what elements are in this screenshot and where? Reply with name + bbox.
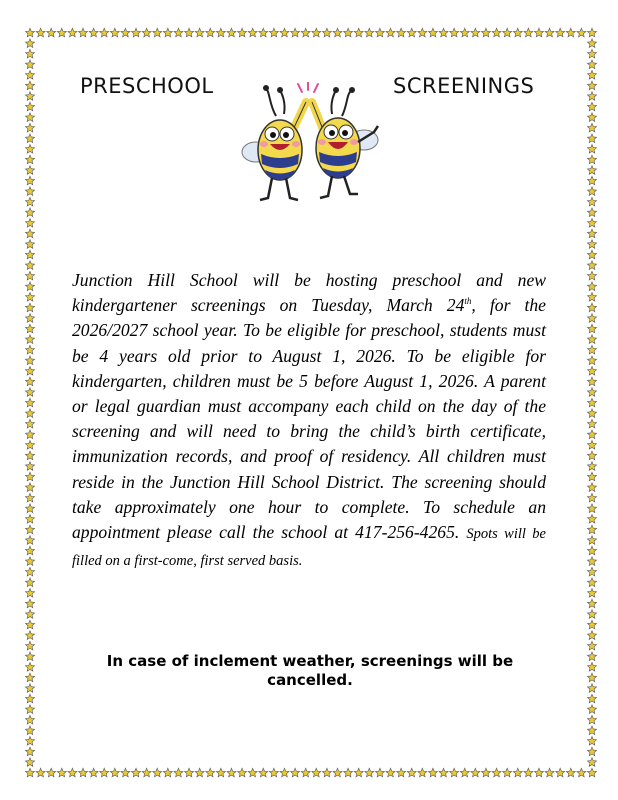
border-star-icon — [25, 335, 34, 344]
border-star-icon — [333, 28, 342, 37]
border-star-icon — [344, 28, 353, 37]
border-star-icon — [587, 250, 596, 259]
border-star-icon — [25, 155, 34, 164]
border-star-icon — [587, 134, 596, 143]
border-star-icon — [206, 768, 215, 777]
border-star-icon — [587, 176, 596, 185]
border-star-icon — [513, 28, 522, 37]
border-star-icon — [566, 768, 575, 777]
border-star-icon — [587, 462, 596, 471]
first-come-note: Spots will be filled on a first-come, first served basis. — [72, 526, 546, 570]
border-star-icon — [354, 28, 363, 37]
border-star-icon — [25, 229, 34, 238]
border-star-icon — [587, 493, 596, 502]
border-star-icon — [36, 768, 45, 777]
border-star-icon — [25, 314, 34, 323]
border-star-icon — [492, 28, 501, 37]
border-star-icon — [587, 39, 596, 48]
border-star-icon — [259, 28, 268, 37]
border-star-icon — [587, 610, 596, 619]
border-star-icon — [397, 768, 406, 777]
border-star-icon — [153, 28, 162, 37]
border-star-icon — [142, 28, 151, 37]
border-star-icon — [439, 28, 448, 37]
border-star-icon — [428, 768, 437, 777]
border-star-icon — [25, 673, 34, 682]
border-star-icon — [25, 197, 34, 206]
border-star-icon — [25, 134, 34, 143]
border-star-icon — [534, 28, 543, 37]
border-star-icon — [25, 736, 34, 745]
border-star-icon — [587, 28, 596, 37]
border-star-icon — [587, 705, 596, 714]
border-star-icon — [471, 28, 480, 37]
border-star-icon — [545, 768, 554, 777]
border-star-icon — [269, 28, 278, 37]
border-star-icon — [25, 303, 34, 312]
border-star-icon — [25, 472, 34, 481]
border-star-icon — [25, 641, 34, 650]
border-star-icon — [206, 28, 215, 37]
border-star-icon — [577, 768, 586, 777]
border-star-icon — [36, 28, 45, 37]
border-star-icon — [25, 662, 34, 671]
border-star-icon — [587, 70, 596, 79]
border-star-icon — [25, 684, 34, 693]
border-star-icon — [25, 430, 34, 439]
border-star-icon — [238, 28, 247, 37]
border-star-icon — [587, 409, 596, 418]
border-star-icon — [587, 187, 596, 196]
border-star-icon — [587, 377, 596, 386]
border-star-icon — [25, 187, 34, 196]
border-star-icon — [25, 546, 34, 555]
border-star-icon — [418, 28, 427, 37]
border-star-icon — [25, 451, 34, 460]
border-star-icon — [365, 28, 374, 37]
border-star-icon — [587, 303, 596, 312]
border-star-icon — [25, 377, 34, 386]
border-star-icon — [587, 292, 596, 301]
border-star-icon — [587, 747, 596, 756]
border-star-icon — [587, 335, 596, 344]
border-star-icon — [25, 60, 34, 69]
border-star-icon — [163, 768, 172, 777]
border-star-icon — [25, 620, 34, 629]
border-star-icon — [25, 218, 34, 227]
border-star-icon — [587, 282, 596, 291]
border-star-icon — [248, 768, 257, 777]
border-star-icon — [110, 28, 119, 37]
border-star-icon — [25, 39, 34, 48]
border-star-icon — [460, 28, 469, 37]
border-star-icon — [25, 28, 34, 37]
border-star-icon — [25, 567, 34, 576]
border-star-icon — [587, 652, 596, 661]
border-star-icon — [587, 81, 596, 90]
border-star-icon — [407, 28, 416, 37]
border-star-icon — [587, 736, 596, 745]
border-star-icon — [471, 768, 480, 777]
border-star-icon — [587, 620, 596, 629]
border-star-icon — [587, 472, 596, 481]
border-star-icon — [131, 768, 140, 777]
border-star-icon — [195, 768, 204, 777]
border-star-icon — [312, 768, 321, 777]
border-star-icon — [57, 28, 66, 37]
border-star-icon — [587, 578, 596, 587]
border-star-icon — [174, 768, 183, 777]
border-star-icon — [25, 694, 34, 703]
border-star-icon — [25, 81, 34, 90]
border-star-icon — [259, 768, 268, 777]
border-star-icon — [25, 652, 34, 661]
border-star-icon — [587, 715, 596, 724]
border-star-icon — [577, 28, 586, 37]
border-star-icon — [25, 240, 34, 249]
border-star-icon — [587, 102, 596, 111]
border-star-icon — [100, 768, 109, 777]
border-star-icon — [587, 451, 596, 460]
border-star-icon — [25, 705, 34, 714]
border-star-icon — [238, 768, 247, 777]
border-star-icon — [25, 271, 34, 280]
border-star-icon — [301, 28, 310, 37]
border-star-icon — [587, 398, 596, 407]
bees-high-five-illustration — [236, 82, 382, 204]
border-star-icon — [25, 166, 34, 175]
border-star-icon — [450, 768, 459, 777]
border-star-icon — [25, 525, 34, 534]
border-star-icon — [163, 28, 172, 37]
border-star-icon — [25, 388, 34, 397]
border-star-icon — [25, 588, 34, 597]
border-star-icon — [322, 768, 331, 777]
border-star-icon — [25, 70, 34, 79]
border-star-icon — [47, 28, 56, 37]
border-star-icon — [354, 768, 363, 777]
border-star-icon — [556, 768, 565, 777]
border-star-icon — [25, 578, 34, 587]
border-star-icon — [481, 768, 490, 777]
border-star-icon — [216, 28, 225, 37]
border-star-icon — [25, 631, 34, 640]
border-star-icon — [25, 324, 34, 333]
border-star-icon — [545, 28, 554, 37]
border-star-icon — [89, 28, 98, 37]
border-star-icon — [291, 28, 300, 37]
border-star-icon — [344, 768, 353, 777]
border-star-icon — [375, 768, 384, 777]
announcement-text-part-2: , for the 2026/2027 school year. To be eligible for preschool, students must be 4 years old prior to August 1, 2026. To be eligible for kindergarten, children must be 5 before August 1, 2026. A parent or legal guardian must accompany each child on the day of the screening and will need to bring the child’s birth certificate, immunization records, and proof of residency. All children must reside in the Junction Hill School District. The screening should take approximately one hour to complete. To schedule an appointment please call the school at 417-256-4265. — [72, 295, 546, 543]
border-star-icon — [556, 28, 565, 37]
border-star-icon — [121, 28, 130, 37]
border-star-icon — [587, 662, 596, 671]
right-bee-icon — [312, 87, 378, 198]
border-star-icon — [25, 462, 34, 471]
border-star-icon — [78, 768, 87, 777]
announcement-paragraph — [72, 268, 546, 574]
weather-notice: In case of inclement weather, screenings will be cancelled. — [106, 652, 514, 689]
border-star-icon — [153, 768, 162, 777]
border-star-icon — [25, 49, 34, 58]
border-star-icon — [587, 155, 596, 164]
border-star-icon — [587, 758, 596, 767]
border-star-icon — [184, 768, 193, 777]
border-star-icon — [534, 768, 543, 777]
border-star-icon — [492, 768, 501, 777]
border-star-icon — [25, 599, 34, 608]
border-star-icon — [587, 197, 596, 206]
border-star-icon — [481, 28, 490, 37]
border-star-icon — [587, 345, 596, 354]
border-star-icon — [450, 28, 459, 37]
border-star-icon — [587, 599, 596, 608]
border-star-icon — [25, 92, 34, 101]
border-star-icon — [587, 440, 596, 449]
border-star-icon — [587, 419, 596, 428]
border-star-icon — [25, 768, 34, 777]
border-star-icon — [513, 768, 522, 777]
border-star-icon — [25, 557, 34, 566]
border-star-icon — [503, 768, 512, 777]
border-star-icon — [184, 28, 193, 37]
border-star-icon — [25, 504, 34, 513]
border-star-icon — [587, 694, 596, 703]
border-star-icon — [78, 28, 87, 37]
border-star-icon — [587, 240, 596, 249]
border-star-icon — [587, 525, 596, 534]
border-star-icon — [587, 546, 596, 555]
border-star-icon — [587, 271, 596, 280]
border-star-icon — [587, 684, 596, 693]
border-star-icon — [25, 409, 34, 418]
border-star-icon — [25, 176, 34, 185]
border-star-icon — [312, 28, 321, 37]
border-star-icon — [587, 588, 596, 597]
border-star-icon — [587, 60, 596, 69]
border-star-icon — [301, 768, 310, 777]
border-star-icon — [25, 419, 34, 428]
border-star-icon — [587, 324, 596, 333]
border-star-icon — [280, 768, 289, 777]
border-star-icon — [25, 144, 34, 153]
border-star-icon — [587, 92, 596, 101]
border-star-icon — [333, 768, 342, 777]
border-star-icon — [25, 113, 34, 122]
border-star-icon — [291, 768, 300, 777]
announcement-text-part-1: Junction Hill School will be hosting preschool and new kindergartener screenings on Tuesday, March 24 — [72, 270, 546, 316]
border-star-icon — [57, 768, 66, 777]
border-star-icon — [587, 726, 596, 735]
border-star-icon — [587, 314, 596, 323]
border-star-icon — [280, 28, 289, 37]
border-star-icon — [587, 144, 596, 153]
border-star-icon — [386, 28, 395, 37]
border-star-icon — [587, 218, 596, 227]
border-star-icon — [587, 631, 596, 640]
border-star-icon — [25, 345, 34, 354]
border-star-icon — [503, 28, 512, 37]
border-star-icon — [142, 768, 151, 777]
border-star-icon — [587, 504, 596, 513]
border-star-icon — [25, 440, 34, 449]
title-preschool: PRESCHOOL — [80, 74, 214, 98]
border-star-icon — [587, 641, 596, 650]
border-star-icon — [587, 123, 596, 132]
border-star-icon — [248, 28, 257, 37]
border-star-icon — [587, 430, 596, 439]
border-star-icon — [587, 483, 596, 492]
border-star-icon — [587, 536, 596, 545]
border-star-icon — [195, 28, 204, 37]
border-star-icon — [131, 28, 140, 37]
border-star-icon — [110, 768, 119, 777]
border-star-icon — [25, 747, 34, 756]
border-star-icon — [460, 768, 469, 777]
border-star-icon — [25, 483, 34, 492]
border-star-icon — [587, 366, 596, 375]
border-star-icon — [25, 261, 34, 270]
border-star-icon — [566, 28, 575, 37]
border-star-icon — [439, 768, 448, 777]
border-star-icon — [25, 123, 34, 132]
border-star-icon — [587, 768, 596, 777]
border-star-icon — [25, 356, 34, 365]
border-star-icon — [587, 388, 596, 397]
border-star-icon — [227, 28, 236, 37]
border-star-icon — [587, 229, 596, 238]
border-star-icon — [587, 514, 596, 523]
border-star-icon — [25, 250, 34, 259]
left-bee-icon — [242, 85, 306, 200]
border-star-icon — [524, 768, 533, 777]
border-star-icon — [25, 208, 34, 217]
border-star-icon — [25, 715, 34, 724]
border-star-icon — [25, 102, 34, 111]
border-star-icon — [524, 28, 533, 37]
border-star-icon — [587, 673, 596, 682]
border-star-icon — [269, 768, 278, 777]
border-star-icon — [89, 768, 98, 777]
border-star-icon — [174, 28, 183, 37]
border-star-icon — [375, 28, 384, 37]
border-star-icon — [365, 768, 374, 777]
border-star-icon — [587, 49, 596, 58]
border-star-icon — [587, 113, 596, 122]
border-star-icon — [25, 493, 34, 502]
border-star-icon — [25, 292, 34, 301]
border-star-icon — [25, 536, 34, 545]
border-star-icon — [587, 261, 596, 270]
border-star-icon — [68, 768, 77, 777]
border-star-icon — [397, 28, 406, 37]
border-star-icon — [418, 768, 427, 777]
border-star-icon — [25, 514, 34, 523]
border-star-icon — [25, 610, 34, 619]
border-star-icon — [25, 366, 34, 375]
border-star-icon — [386, 768, 395, 777]
border-star-icon — [587, 356, 596, 365]
border-star-icon — [25, 398, 34, 407]
sparkle-icon — [298, 82, 318, 92]
border-star-icon — [407, 768, 416, 777]
border-star-icon — [216, 768, 225, 777]
border-star-icon — [47, 768, 56, 777]
border-star-icon — [25, 282, 34, 291]
border-star-icon — [121, 768, 130, 777]
border-star-icon — [68, 28, 77, 37]
border-star-icon — [587, 208, 596, 217]
border-star-icon — [227, 768, 236, 777]
border-star-icon — [587, 557, 596, 566]
border-star-icon — [322, 28, 331, 37]
border-star-icon — [428, 28, 437, 37]
border-star-icon — [587, 166, 596, 175]
border-star-icon — [25, 758, 34, 767]
border-star-icon — [25, 726, 34, 735]
title-screenings: SCREENINGS — [393, 74, 535, 98]
ordinal-suffix: th — [464, 296, 472, 307]
border-star-icon — [587, 567, 596, 576]
border-star-icon — [100, 28, 109, 37]
